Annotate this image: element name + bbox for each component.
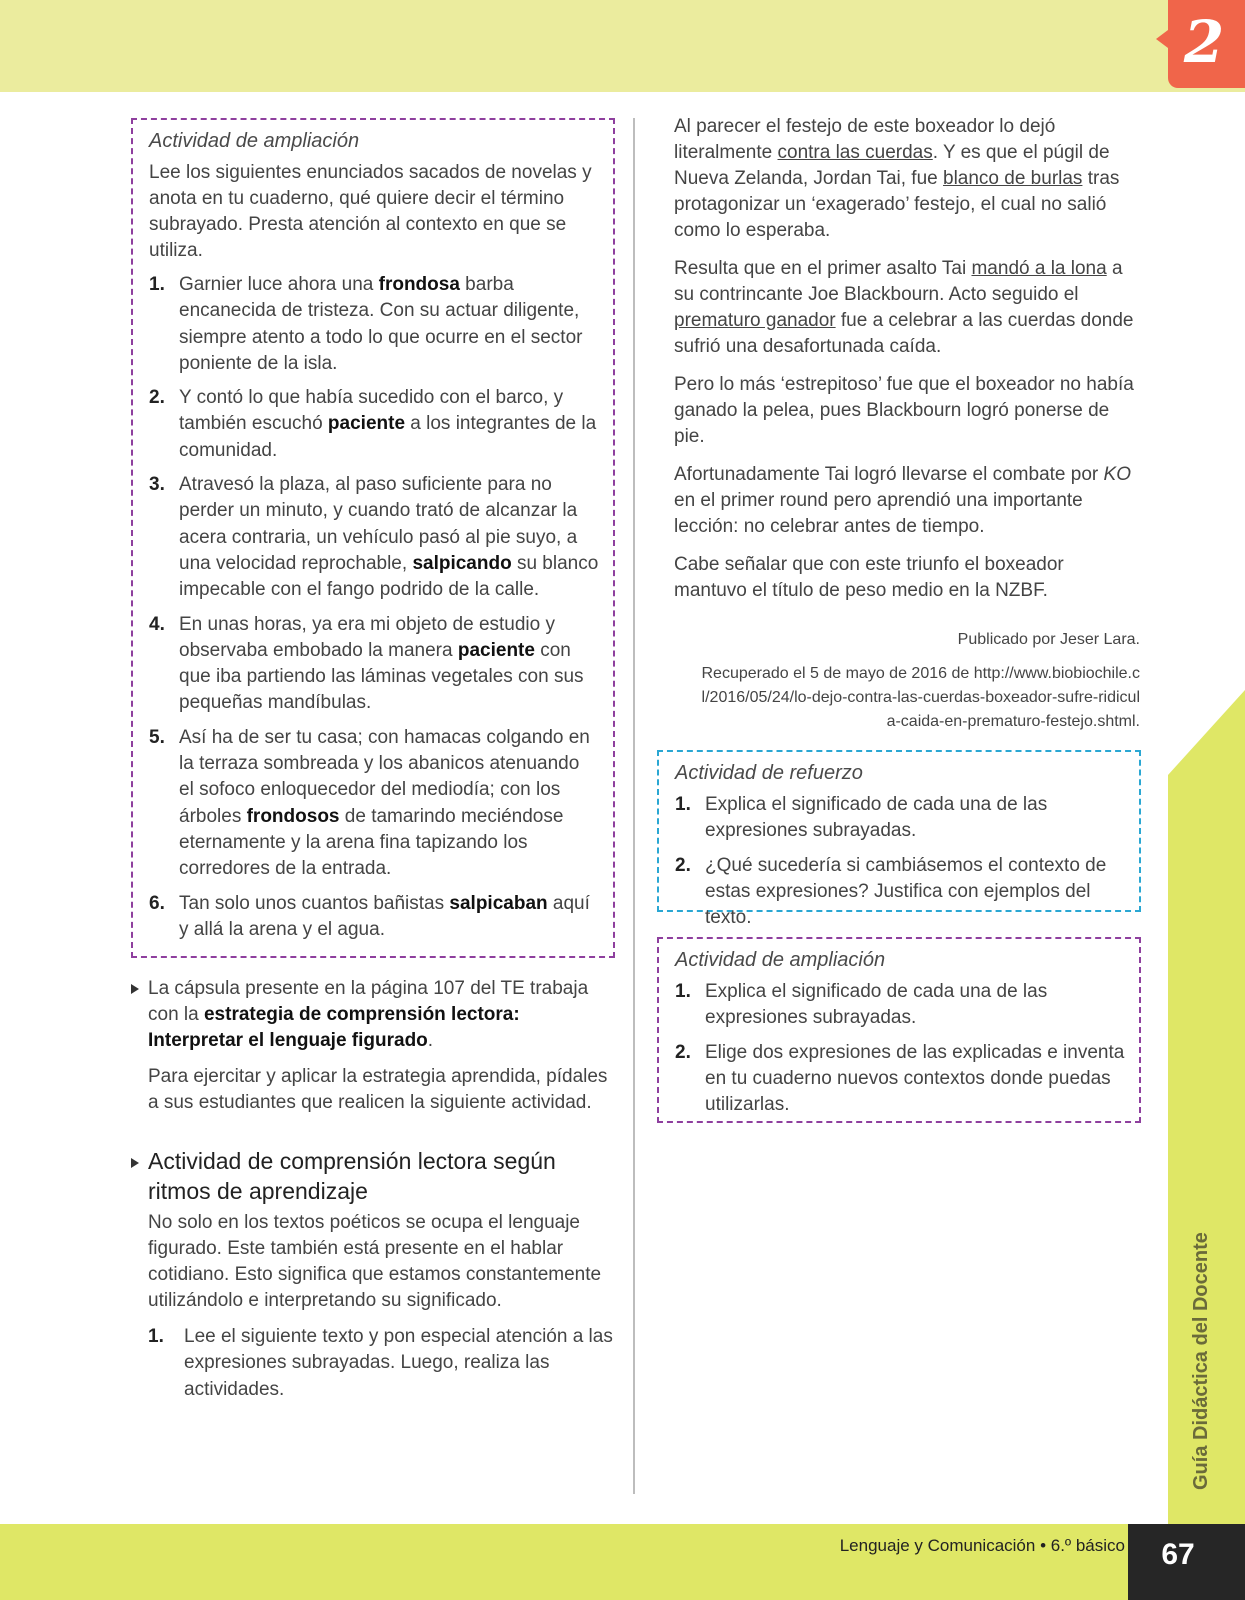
box-title: Actividad de ampliación bbox=[675, 949, 886, 971]
article-source: Recuperado el 5 de mayo de 2016 de http://www.biobiochile.cl/2016/05/24/lo-dejo-contra-las-cuerdas-boxeador-sufre-ridicula-caida-en-prematuro-festejo.shtml. bbox=[701, 665, 1140, 730]
article-paragraph: Pero lo más ‘estrepitoso’ fue que el boxeador no había ganado la pelea, pues Blackbourn logró ponerse de pie. bbox=[674, 374, 1134, 447]
keyword: frondosa bbox=[378, 274, 460, 295]
box-title: Actividad de refuerzo bbox=[675, 762, 863, 784]
column-divider bbox=[633, 118, 635, 1494]
list-item: 3. Atravesó la plaza, al paso suficiente para no perder un minuto, y cuando trató de alcanzar la acera contraria, un vehículo pasó al pie suyo, a una velocidad reprochable, salpicando su blanco impecable con el fango podrido de la calle. bbox=[149, 474, 599, 601]
article-paragraph: Al parecer el festejo de este boxeador lo dejó literalmente contra las cuerdas. Y es que el púgil de Nueva Zelanda, Jordan Tai, fue blanco de burlas tras protagonizar un ‘exagerado’ festejo, el cual no salió como lo esperaba. bbox=[674, 116, 1120, 241]
top-banner bbox=[0, 0, 1245, 92]
footer-subject: Lenguaje y Comunicación • 6.º básico bbox=[839, 1536, 1125, 1555]
strategy-name: estrategia de comprensión lectora: Interpretar el lenguaje figurado bbox=[148, 1004, 520, 1051]
underlined-expression: contra las cuerdas bbox=[777, 142, 933, 163]
capsula-section bbox=[131, 976, 615, 1116]
underlined-expression: mandó a la lona bbox=[971, 258, 1107, 279]
instruction-list bbox=[148, 1324, 615, 1403]
box-title: Actividad de ampliación bbox=[149, 130, 360, 152]
list-item: 2. ¿Qué sucedería si cambiásemos el contexto de estas expresiones? Justifica con ejemplos del texto. bbox=[675, 854, 1107, 929]
ampliacion-box-2 bbox=[657, 937, 1141, 1123]
list-item: 1. Lee el siguiente texto y pon especial atención a las expresiones subrayadas. Luego, realiza las actividades. bbox=[148, 1326, 613, 1400]
article-author: Publicado por Jeser Lara. bbox=[957, 631, 1140, 648]
bullet-triangle-icon bbox=[131, 984, 139, 994]
article-paragraph: Afortunadamente Tai logró llevarse el combate por KO en el primer round pero aprendió una importante lección: no celebrar antes de tiempo. bbox=[674, 464, 1131, 537]
section-heading: Actividad de comprensión lectora según ritmos de aprendizaje bbox=[148, 1148, 556, 1204]
unit-tab bbox=[1168, 0, 1245, 88]
sentence-list bbox=[149, 272, 599, 943]
article-paragraph: Resulta que en el primer asalto Tai mandó a la lona a su contrincante Joe Blackbourn. Acto seguido el prematuro ganador fue a celebrar a las cuerdas donde sufrió una desafortunada caída. bbox=[674, 258, 1134, 357]
activity-list bbox=[675, 979, 1125, 1118]
box-intro: Lee los siguientes enunciados sacados de novelas y anota en tu cuaderno, qué quiere decir el término subrayado. Presta atención al contexto en que se utiliza. bbox=[149, 162, 592, 261]
list-item: 2. Y contó lo que había sucedido con el barco, y también escuchó paciente a los integrantes de la comunidad. bbox=[149, 387, 597, 461]
keyword: frondosos bbox=[246, 805, 340, 827]
activity-list bbox=[675, 792, 1125, 931]
list-item: 2. Elige dos expresiones de las explicadas e inventa en tu cuaderno nuevos contextos donde puedas utilizarlas. bbox=[675, 1041, 1125, 1116]
keyword: paciente bbox=[457, 639, 535, 661]
list-item: 5. Así ha de ser tu casa; con hamacas colgando en la terraza sombreada y los abanicos atenuando el sofoco enloquecedor del mediodía; con los árboles frondosos de tamarindo meciéndose eternamente y la arena fina tapizando los corredores de la entrada. bbox=[149, 726, 590, 880]
page-number-box bbox=[1128, 1524, 1245, 1600]
keyword: salpicando bbox=[412, 552, 512, 574]
section-body: No solo en los textos poéticos se ocupa el lenguaje figurado. Este también está presente en el hablar cotidiano. Esto significa que estamos constantemente utilizándolo e interpretando su significado. bbox=[148, 1212, 602, 1311]
underlined-expression: blanco de burlas bbox=[943, 168, 1083, 189]
page-number: 67 bbox=[1161, 1538, 1195, 1571]
list-item: 4. En unas horas, ya era mi objeto de estudio y observaba embobado la manera paciente con que iba partiendo las láminas vegetales con sus pequeñas mandíbulas. bbox=[149, 613, 584, 714]
bullet-triangle-icon bbox=[131, 1158, 139, 1168]
article-paragraph: Cabe señalar que con este triunfo el boxeador mantuvo el título de peso medio en la NZBF. bbox=[674, 554, 1064, 601]
keyword: salpicaban bbox=[449, 892, 548, 914]
refuerzo-box bbox=[657, 750, 1141, 929]
capsula-instructions: Para ejercitar y aplicar la estrategia aprendida, pídales a sus estudiantes que realicen la siguiente actividad. bbox=[148, 1066, 608, 1113]
sidebar-label: Guía Didáctica del Docente bbox=[1190, 1232, 1212, 1490]
comprension-section bbox=[131, 1146, 615, 1411]
keyword: paciente bbox=[327, 413, 406, 435]
sidebar-corner bbox=[1168, 690, 1245, 775]
list-item: 1. Garnier luce ahora una frondosa barba encanecida de tristeza. Con su actuar diligente, siempre atento a todo lo que ocurre en el sector poniente de la isla. bbox=[149, 274, 583, 374]
news-article bbox=[674, 114, 1140, 734]
underlined-expression: prematuro ganador bbox=[674, 310, 836, 331]
list-item: 6. Tan solo unos cuantos bañistas salpicaban aquí y allá la arena y el agua. bbox=[149, 892, 590, 940]
capsula-text: La cápsula presente en la página 107 del TE trabaja con la estrategia de comprensión lectora: Interpretar el lenguaje figurado. bbox=[148, 978, 589, 1051]
list-item: 1. Explica el significado de cada una de las expresiones subrayadas. bbox=[675, 794, 1048, 842]
unit-number: 2 bbox=[1183, 8, 1225, 76]
ampliacion-box bbox=[131, 118, 615, 958]
list-item: 1. Explica el significado de cada una de las expresiones subrayadas. bbox=[675, 981, 1048, 1029]
